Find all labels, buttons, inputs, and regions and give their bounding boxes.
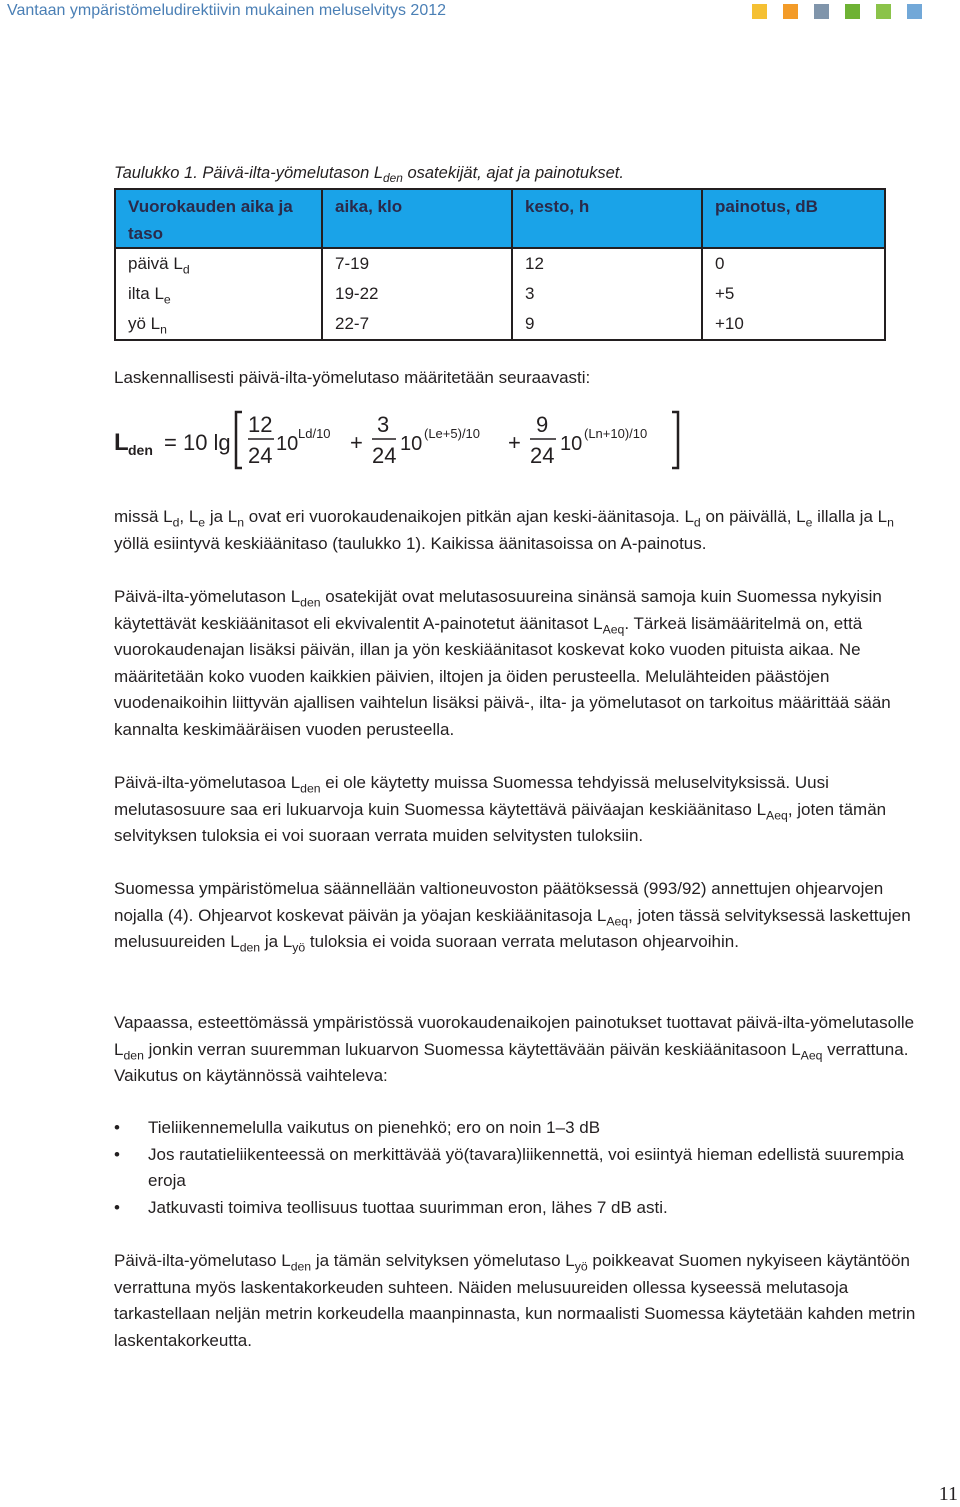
list-item: • Tieliikennemelulla vaikutus on pienehkö; ero on noin 1–3 dB <box>114 1115 904 1142</box>
right-bracket <box>672 412 678 468</box>
formula-lhs-sub: den <box>128 442 153 458</box>
t3-den: 24 <box>530 443 555 468</box>
cell-duration: 9 <box>512 309 702 340</box>
cell-weight: +10 <box>702 309 885 340</box>
t2-base: 10 <box>400 433 423 455</box>
color-square-6 <box>907 4 922 19</box>
plus-2: + <box>508 430 521 455</box>
cell-time: 22-7 <box>322 309 512 340</box>
page-number: 11 <box>938 1483 958 1505</box>
cell-period: päivä $L_d$ <box>115 248 322 279</box>
table-header-row <box>115 189 885 248</box>
color-square-1 <box>752 4 767 19</box>
lden-formula <box>114 406 694 474</box>
t2-num: 3 <box>377 412 390 437</box>
color-square-3 <box>814 4 829 19</box>
cell-time: 19-22 <box>322 279 512 309</box>
t3-num: 9 <box>536 412 549 437</box>
formula-intro: Laskennallisesti päivä-ilta-yömelutaso määritetään seuraavasti: <box>114 368 591 387</box>
t3-exp: (Ln+10)/10 <box>584 426 648 441</box>
header-color-squares <box>752 4 922 19</box>
cell-weight: 0 <box>702 248 885 279</box>
paragraph-components: Päivä-ilta-yömelutason $L_{den}$ osatekijät ovat melutasosuureina sinänsä samoja kuin Suomessa nykyisin käytettävät keskiäänitasot eli ekvivalentit A-painotetut äänitasot $L_{Aeq}$. Tärkeä lisämääritelmä on, että vuorokaudenajan lisäksi päivän, illan ja yön keskiäänitasot koskevat koko vuoden pituista aikaa. Ne määritetään koko vuoden kaikkien päivien, iltojen ja öiden perusteella. Melulähteiden päästöjen vuodenaikoihin liittyvän ajallisen vaihtelun lisäksi päivä-, ilta- ja yömelutasot on tarkoitus määrittää sään kannalta keskimääräisen vuoden perusteella. <box>114 587 891 739</box>
noise-components-table <box>114 188 886 341</box>
formula-lhs: L <box>114 429 129 456</box>
header-duration: kesto, h <box>512 189 702 248</box>
cell-time: 7-19 <box>322 248 512 279</box>
color-square-4 <box>845 4 860 19</box>
paragraph-weightings: Vapaassa, esteettömässä ympäristössä vuorokaudenaikojen painotukset tuottavat päivä-ilta-yömelutasolle $L_{den}$ jonkin verran suuremman lukuarvon Suomessa käytettävään päivän keskiäänitasoon $L_{Aeq}$ verrattuna. Vaikutus on käytännössä vaihteleva: <box>114 1013 915 1085</box>
table-row <box>115 248 885 279</box>
color-square-2 <box>783 4 798 19</box>
cell-weight: +5 <box>702 279 885 309</box>
color-square-5 <box>876 4 891 19</box>
header-weight: painotus, dB <box>702 189 885 248</box>
cell-duration: 3 <box>512 279 702 309</box>
paragraph-definitions: missä $L_d$, $L_e$ ja $L_n$ ovat eri vuorokaudenaikojen pitkän ajan keski-äänitasoja. $L_d$ on päivällä, $L_e$ illalla ja $L_n$ yöllä esiintyvä keskiäänitaso (taulukko 1). Kaikissa äänitasoissa on A-painotus. <box>114 507 894 553</box>
t1-num: 12 <box>248 412 273 437</box>
t1-den: 24 <box>248 443 273 468</box>
plus-1: + <box>350 430 363 455</box>
header-time: aika, klo <box>322 189 512 248</box>
bullet-list <box>114 1115 904 1221</box>
list-item: • Jos rautatieliikenteessä on merkittävää yö(tavara)liikennettä, voi esiintyä hieman edellistä suurempia eroja <box>114 1142 904 1195</box>
table-row <box>115 309 885 340</box>
cell-period: yö $L_n$ <box>115 309 322 340</box>
paragraph-not-used: Päivä-ilta-yömelutasoa $L_{den}$ ei ole käytetty muissa Suomessa tehdyissä meluselvityksissä. Uusi melutasosuure saa eri lukuarvoja kuin Suomessa käytettävä päiväajan keskiäänitaso $L_{Aeq}$, joten tämän selvityksen tuloksia ei voi suoraan verrata muiden selvitysten tuloksiin. <box>114 773 887 845</box>
cell-period: ilta $L_e$ <box>115 279 322 309</box>
t1-exp: Ld/10 <box>298 426 331 441</box>
t3-base: 10 <box>560 433 583 455</box>
table-row <box>115 279 885 309</box>
running-header-title: Vantaan ympäristömeludirektiivin mukainen meluselvitys 2012 <box>7 2 447 19</box>
t2-den: 24 <box>372 443 397 468</box>
paragraph-height: Päivä-ilta-yömelutaso $L_{den}$ ja tämän selvityksen yömelutaso $L_{yö}$ poikkeavat Suomen nykyiseen käytäntöön verrattuna myös laskentakorkeuden suhteen. Näiden melusuureiden ollessa kyseessä melutasoja tarkastellaan neljän metrin korkeudella maanpinnasta, kun normaalisti Suomessa käytetään kahden metrin laskentakorkeutta. <box>114 1251 916 1350</box>
cell-duration: 12 <box>512 248 702 279</box>
paragraph-guidelines: Suomessa ympäristömelua säännellään valtioneuvoston päätöksessä (993/92) annettujen ohjearvojen nojalla (4). Ohjearvot koskevat päivän ja yöajan keskiäänitasoja $L_{Aeq}$, joten tässä selvityksessä laskettujen melusuureiden $L_{den}$ ja $L_{yö}$ tuloksia ei voida suoraan verrata melutason ohjearvoihin. <box>114 879 911 955</box>
header-period: Vuorokauden aika ja taso <box>115 189 322 248</box>
left-bracket <box>236 412 242 468</box>
t1-base: 10 <box>276 433 299 455</box>
list-item: • Jatkuvasti toimiva teollisuus tuottaa suurimman eron, lähes 7 dB asti. <box>114 1195 904 1222</box>
table-caption: Taulukko 1. Päivä-ilta-yömelutason $L_{den}$ osatekijät, ajat ja painotukset. <box>114 164 624 186</box>
formula-eq: = 10 lg <box>164 430 231 455</box>
t2-exp: (Le+5)/10 <box>424 426 481 441</box>
